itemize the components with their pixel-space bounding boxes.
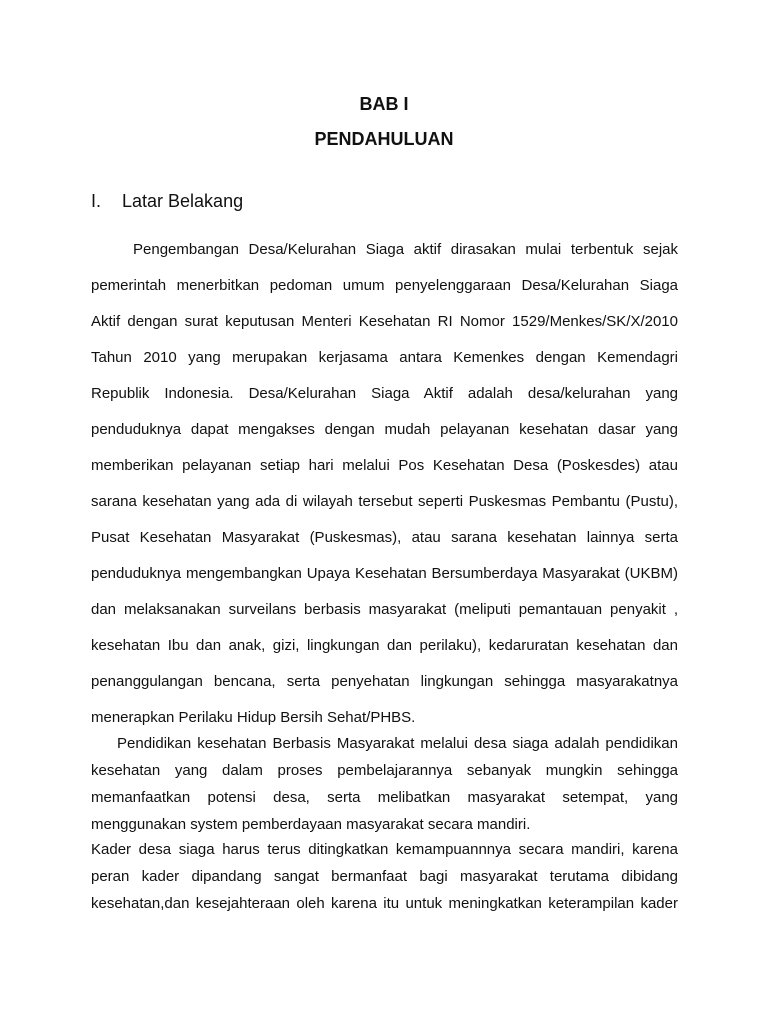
paragraph-line: Kader desa siaga harus terus ditingkatkan kemampuannnya secara mandiri, karena bbox=[91, 841, 678, 858]
paragraph-line: kesehatan,dan kesejahteraan oleh karena itu untuk meningkatkan keterampilan kader bbox=[91, 895, 678, 912]
paragraph-line: peran kader dipandang sangat bermanfaat bagi masyarakat terutama dibidang bbox=[91, 868, 678, 885]
paragraph-line: dan melaksanakan surveilans berbasis masyarakat (meliputi pemantauan penyakit , bbox=[91, 601, 678, 618]
paragraph-line: memberikan pelayanan setiap hari melalui Pos Kesehatan Desa (Poskesdes) atau bbox=[91, 457, 678, 474]
paragraph-line: penanggulangan bencana, serta penyehatan lingkungan sehingga masyarakatnya bbox=[91, 673, 678, 690]
paragraph-line: sarana kesehatan yang ada di wilayah tersebut seperti Puskesmas Pembantu (Pustu), bbox=[91, 493, 678, 510]
paragraph-line: kesehatan Ibu dan anak, gizi, lingkungan dan perilaku), kedaruratan kesehatan dan bbox=[91, 637, 678, 654]
body-paragraph bbox=[91, 836, 678, 917]
paragraph-line: Aktif dengan surat keputusan Menteri Kesehatan RI Nomor 1529/Menkes/SK/X/2010 bbox=[91, 313, 678, 330]
body-paragraph bbox=[91, 730, 678, 838]
paragraph-line: menerapkan Perilaku Hidup Bersih Sehat/PHBS. bbox=[91, 709, 416, 726]
body-paragraph bbox=[91, 232, 678, 736]
paragraph-line: penduduknya dapat mengakses dengan mudah pelayanan kesehatan dasar yang bbox=[91, 421, 678, 438]
paragraph-line: Pusat Kesehatan Masyarakat (Puskesmas), atau sarana kesehatan lainnya serta bbox=[91, 529, 678, 546]
paragraph-line: Tahun 2010 yang merupakan kerjasama antara Kemenkes dengan Kemendagri bbox=[91, 349, 678, 366]
section-heading bbox=[91, 191, 243, 212]
chapter-title: PENDAHULUAN bbox=[314, 129, 454, 149]
paragraph-line: kesehatan yang dalam proses pembelajarannya sebanyak mungkin sehingga bbox=[91, 762, 678, 779]
paragraph-line: Pendidikan kesehatan Berbasis Masyarakat melalui desa siaga adalah pendidikan bbox=[117, 735, 678, 752]
section-title: Latar Belakang bbox=[122, 191, 244, 211]
paragraph-line: menggunakan system pemberdayaan masyarakat secara mandiri. bbox=[91, 816, 531, 833]
paragraph-line: memanfaatkan potensi desa, serta melibatkan masyarakat setempat, yang bbox=[91, 789, 678, 806]
chapter-number: BAB I bbox=[359, 94, 409, 114]
paragraph-line: Republik Indonesia. Desa/Kelurahan Siaga Aktif adalah desa/kelurahan yang bbox=[91, 385, 678, 402]
paragraph-line: penduduknya mengembangkan Upaya Kesehatan Bersumberdaya Masyarakat (UKBM) bbox=[91, 565, 678, 582]
paragraph-line: Pengembangan Desa/Kelurahan Siaga aktif dirasakan mulai terbentuk sejak bbox=[133, 241, 678, 258]
section-number: I. bbox=[91, 191, 102, 211]
paragraph-line: pemerintah menerbitkan pedoman umum penyelenggaraan Desa/Kelurahan Siaga bbox=[91, 277, 678, 294]
